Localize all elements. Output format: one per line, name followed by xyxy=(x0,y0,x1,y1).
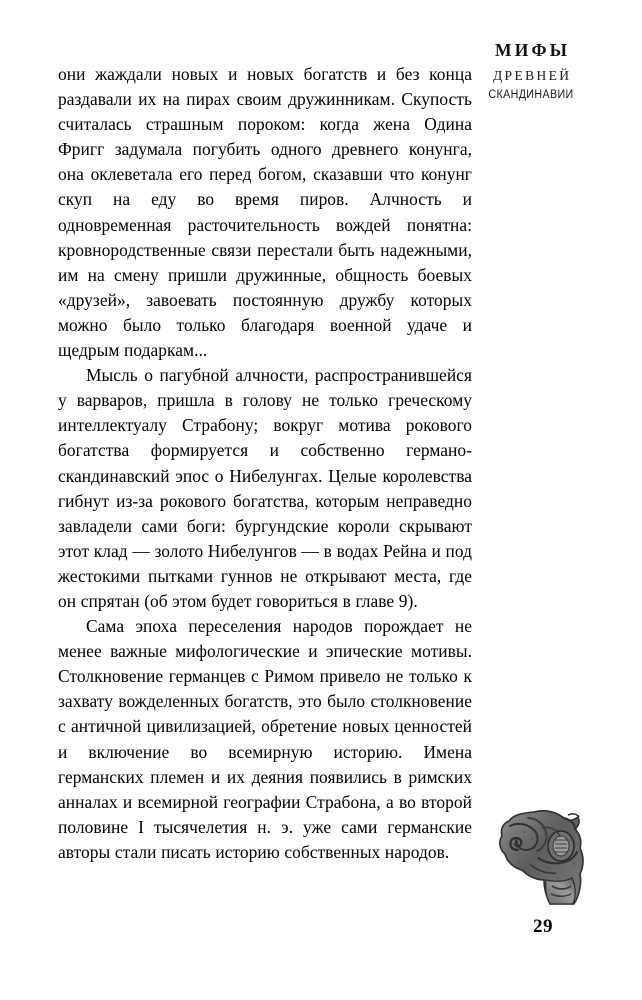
running-head-title: МИФЫ xyxy=(495,40,571,60)
body-text-block xyxy=(58,62,472,865)
running-head-subtitle: ДРЕВНЕЙ xyxy=(492,67,572,83)
page-number: 29 xyxy=(533,916,553,937)
paragraph-3: Сама эпоха переселения народов порождает не менее важные мифологические и эпические мотивы. Столкновение германцев с Римом привело не только к захвату вожделенных богатств, это было столкновение с античной цивилизацией, обретение новых ценностей и включение во всемирную историю. Имена германских племен и их деяния появились в римских анналах и всемирной географии Страбона, а во второй половине I тысячелетия н. э. уже сами германские авторы стали писать историю собственных народов. xyxy=(58,616,472,862)
viking-dragon-head-icon xyxy=(494,806,592,908)
paragraph-2: Мысль о пагубной алчности, распространившейся у варваров, пришла в голову не только греческому интеллектуалу Страбону; вокруг мотива рокового богатства формируется и собственно германо-скандинавский эпос о Нибелунгах. Целые королевства гибнут из-за рокового богатства, которым неправедно завладели сами боги: бургундские короли скрывают этот клад — золото Нибелунгов — в водах Рейна и под жестокими пытками гуннов не открывают места, где он спрятан (об этом будет говориться в главе 9). xyxy=(58,365,472,611)
running-head xyxy=(456,42,606,102)
running-head-subtitle-2: СКАНДИНАВИИ xyxy=(488,89,574,101)
paragraph-1: они жаждали новых и новых богатств и без конца раздавали их на пирах своим дружинникам. Скупость считалась страшным пороком: когда жена Одина Фригг задумала погубить одного древнего конунга, она оклеветала его перед богом, сказавши что конунг скуп на еду во время пиров. Алчность и одновременная расточительность вождей понятна: кровнородственные связи перестали быть надежными, им на смену пришли дружинные, общность боевых «друзей», завоевать постоянную дружбу которых можно было только благодаря военной удаче и щедрым подаркам... xyxy=(58,64,472,361)
